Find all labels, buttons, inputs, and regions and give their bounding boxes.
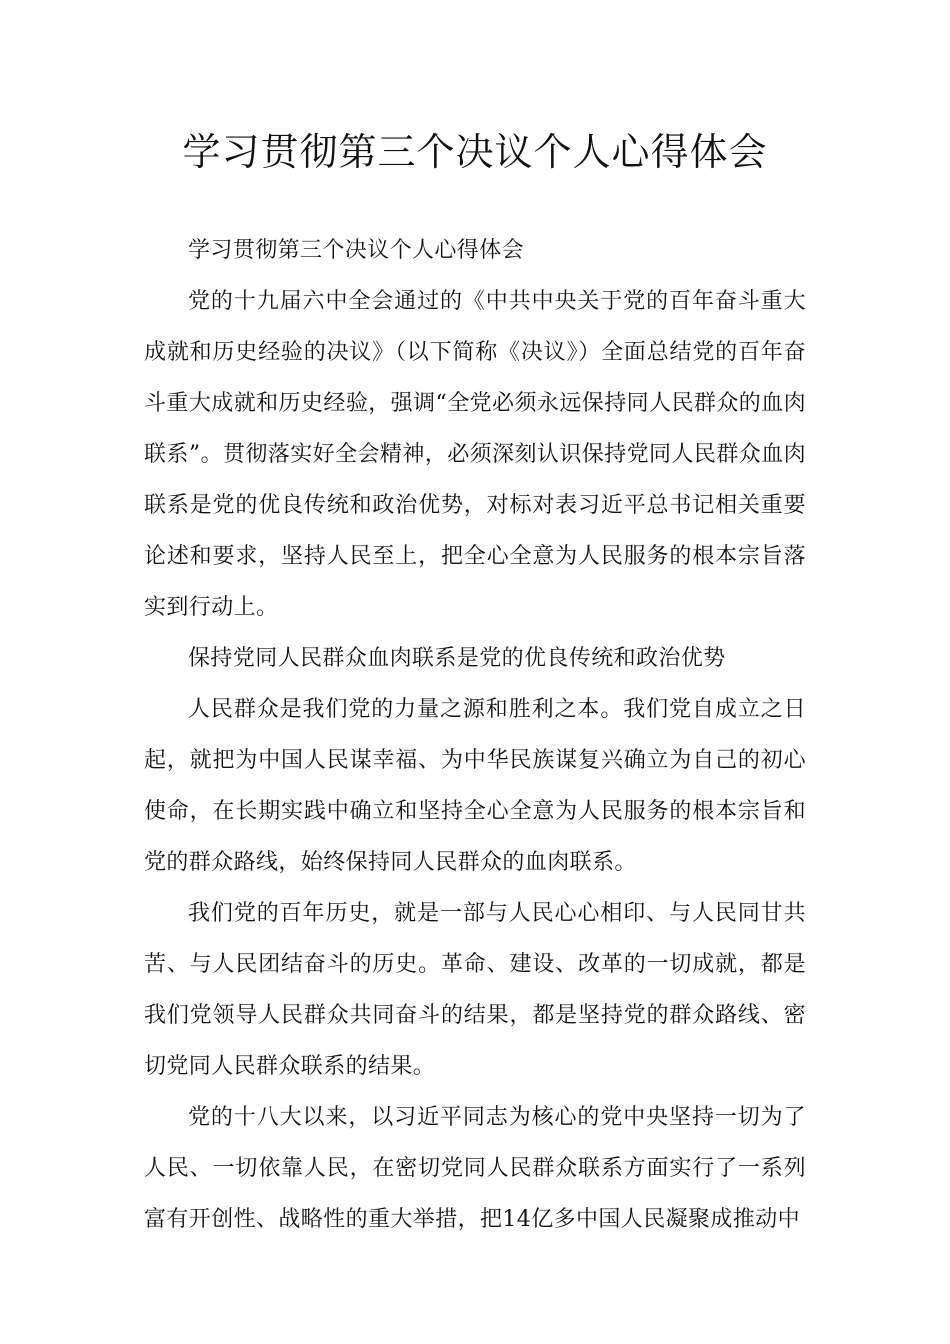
section-heading: 保持党同人民群众血肉联系是党的优良传统和政治优势 [188,646,726,671]
paragraph-people: 人民群众是我们党的力量之源和胜利之本。我们党自成立之日起，就把为中国人民谋幸福、为中华民族谋复兴确立为自己的初心使命，在长期实践中确立和坚持全心全意为人民服务的根本宗旨和党的群众路线，始终保持同人民群众的血肉联系。 [144,697,806,875]
document-body [144,225,806,1245]
paragraph-subtitle: 学习贯彻第三个决议个人心得体会 [188,238,525,263]
document-title: 学习贯彻第三个决议个人心得体会 [182,130,768,174]
paragraph-intro: 党的十九届六中全会通过的《中共中央关于党的百年奋斗重大成就和历史经验的决议》（以下简称《决议》）全面总结党的百年奋斗重大成就和历史经验，强调“全党必须永远保持同人民群众的血肉联系”。贯彻落实好全会精神，必须深刻认识保持党同人民群众血肉联系是党的优良传统和政治优势，对标对表习近平总书记相关重要论述和要求，坚持人民至上，把全心全意为人民服务的根本宗旨落实到行动上。 [144,289,806,620]
paragraph-history: 我们党的百年历史，就是一部与人民心心相印、与人民同甘共苦、与人民团结奋斗的历史。革命、建设、改革的一切成就，都是我们党领导人民群众共同奋斗的结果，都是坚持党的群众路线、密切党同人民群众联系的结果。 [144,901,806,1079]
paragraph-since-18th: 党的十八大以来，以习近平同志为核心的党中央坚持一切为了人民、一切依靠人民，在密切党同人民群众联系方面实行了一系列富有开创性、战略性的重大举措，把14亿多中国人民凝聚成推动中 [144,1105,806,1232]
